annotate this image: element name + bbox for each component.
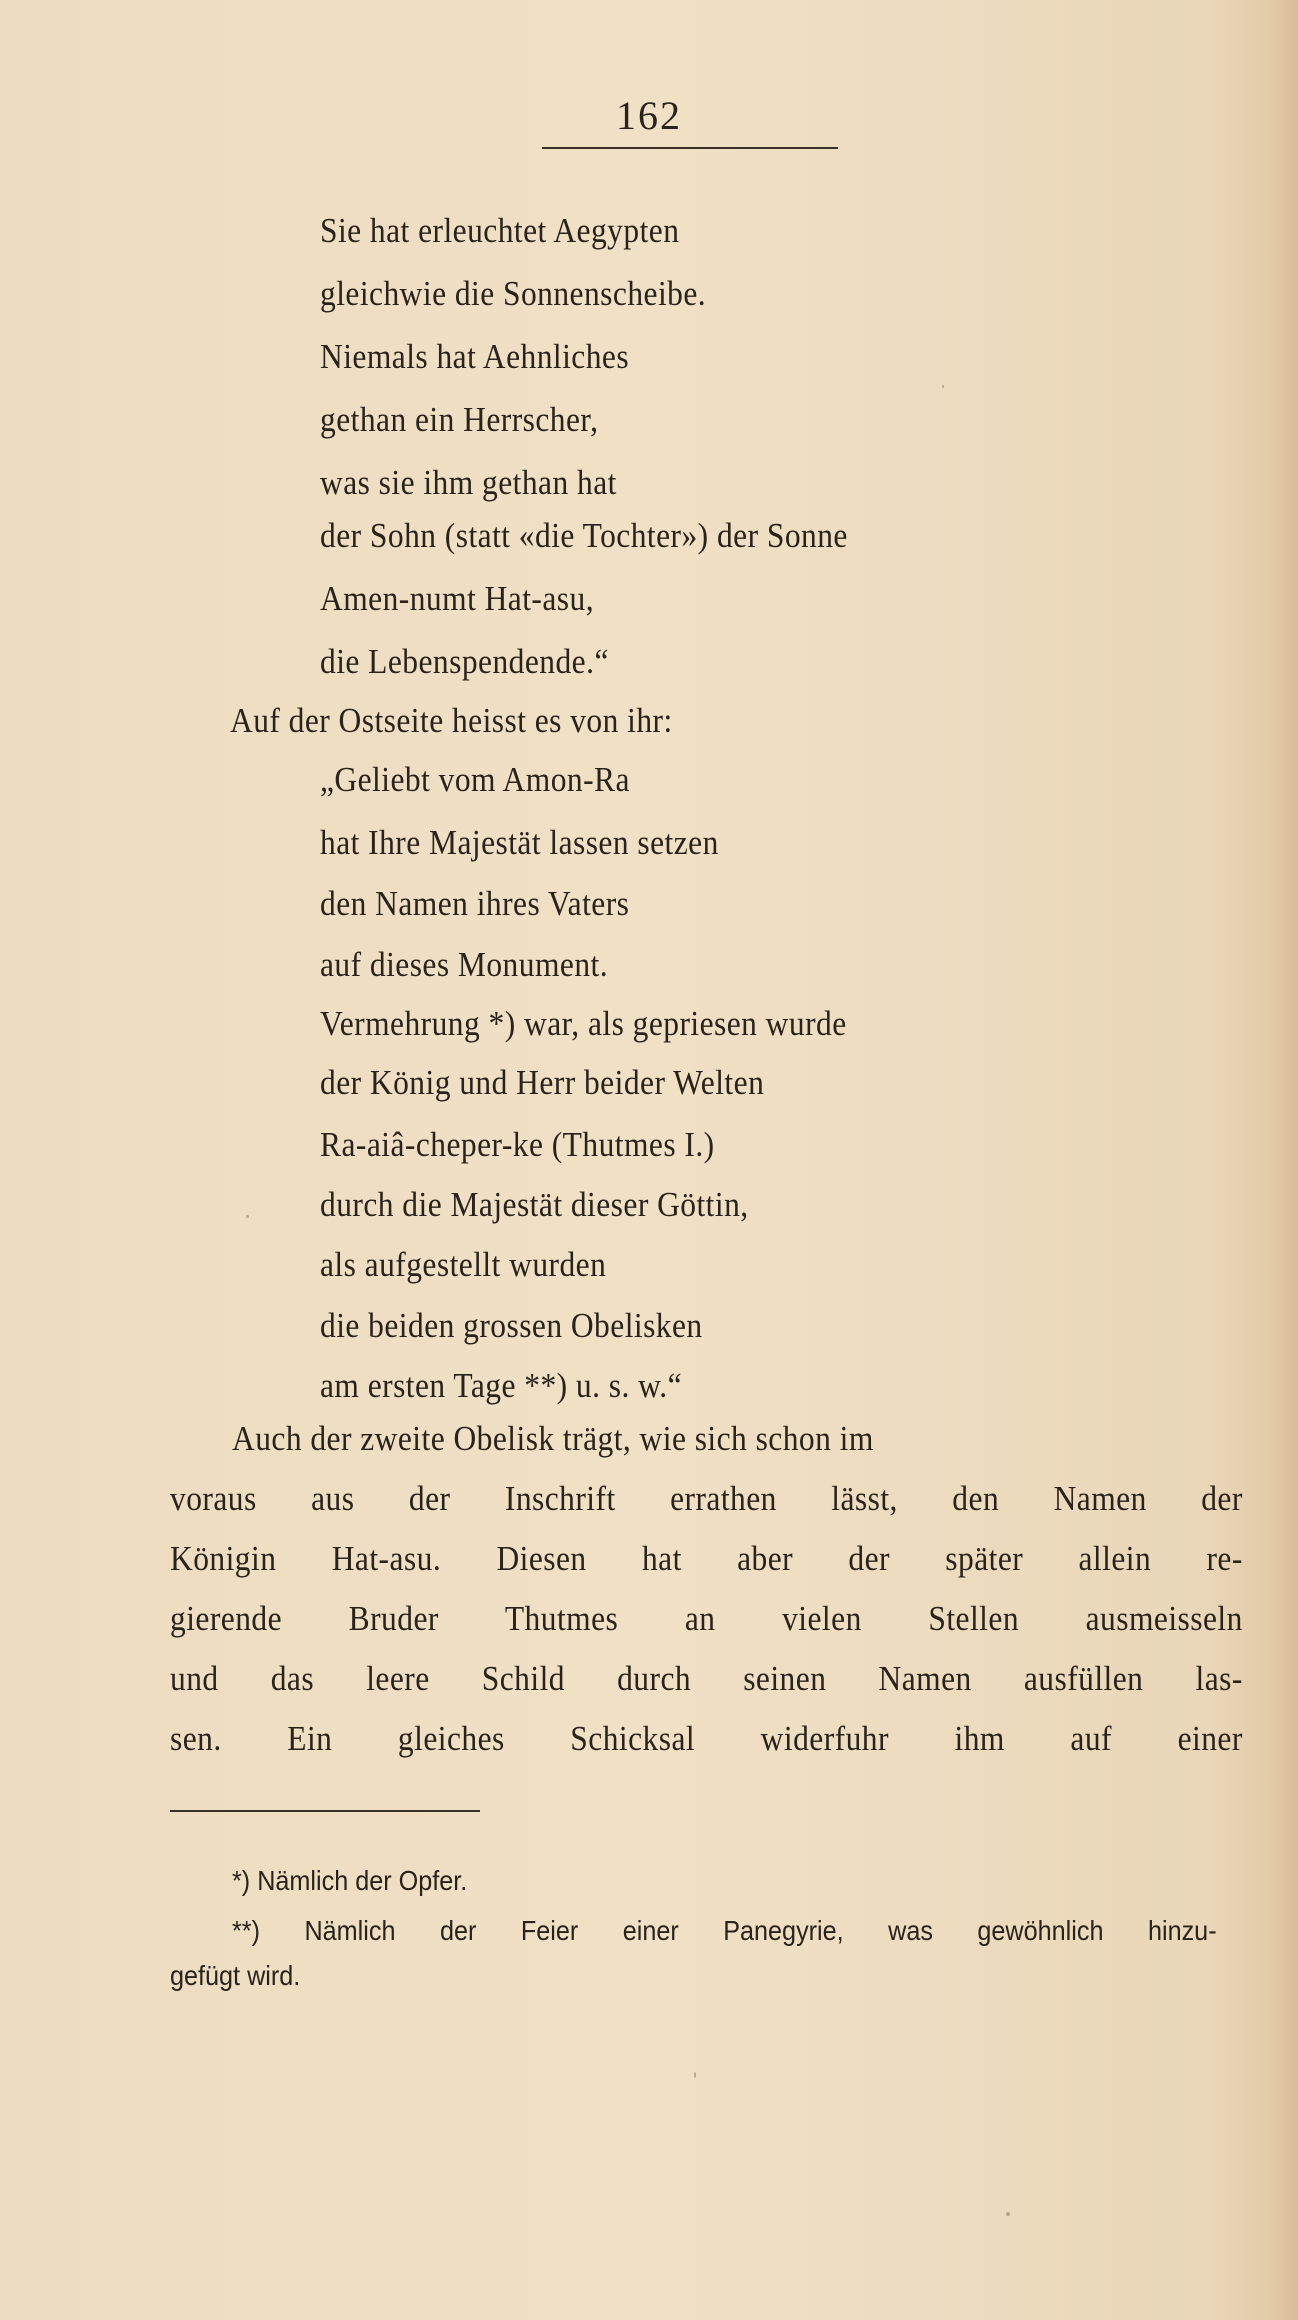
text-line: hat Ihre Majestät lassen setzen bbox=[320, 823, 719, 862]
paper-speck bbox=[694, 2072, 696, 2078]
text-line: Auf der Ostseite heisst es von ihr: bbox=[230, 701, 673, 740]
footnote-continuation: gefügt wird. bbox=[170, 1960, 301, 1991]
text-line: was sie ihm gethan hat bbox=[320, 463, 617, 502]
header-rule bbox=[542, 147, 838, 149]
text-line: „Geliebt vom Amon-Ra bbox=[320, 760, 630, 799]
text-line: durch die Majestät dieser Göttin, bbox=[320, 1185, 749, 1224]
paragraph-line: gierende Bruder Thutmes an vielen Stellen ausmeisseln bbox=[170, 1599, 1243, 1638]
text-line: die Lebenspendende.“ bbox=[320, 642, 609, 681]
paragraph-line: sen. Ein gleiches Schicksal widerfuhr ihm auf einer bbox=[170, 1719, 1243, 1758]
text-line: gleichwie die Sonnenscheibe. bbox=[320, 274, 707, 313]
text-line: Amen-numt Hat-asu, bbox=[320, 579, 595, 618]
paper-speck bbox=[942, 385, 944, 388]
text-line: auf dieses Monument. bbox=[320, 945, 609, 984]
footnote: **) Nämlich der Feier einer Panegyrie, was gewöhnlich hinzu- bbox=[232, 1915, 1217, 1946]
paragraph-line: Königin Hat-asu. Diesen hat aber der später allein re- bbox=[170, 1539, 1243, 1578]
paragraph-line: und das leere Schild durch seinen Namen ausfüllen las- bbox=[170, 1659, 1243, 1698]
text-line: die beiden grossen Obelisken bbox=[320, 1306, 703, 1345]
paragraph-line: voraus aus der Inschrift errathen lässt, den Namen der bbox=[170, 1479, 1243, 1518]
text-line: gethan ein Herrscher, bbox=[320, 400, 599, 439]
text-line: am ersten Tage **) u. s. w.“ bbox=[320, 1366, 683, 1405]
text-line: der König und Herr beider Welten bbox=[320, 1063, 765, 1102]
paragraph-line: Auch der zweite Obelisk trägt, wie sich schon im bbox=[232, 1419, 874, 1458]
footnote: *) Nämlich der Opfer. bbox=[232, 1865, 468, 1896]
paper-speck bbox=[1006, 2212, 1010, 2216]
text-line: den Namen ihres Vaters bbox=[320, 884, 630, 923]
text-line: als aufgestellt wurden bbox=[320, 1245, 607, 1284]
footnote-rule bbox=[170, 1810, 480, 1812]
text-line: Ra-aiâ-cheper-ke (Thutmes I.) bbox=[320, 1125, 715, 1164]
text-line: Niemals hat Aehnliches bbox=[320, 337, 630, 376]
page-number: 162 bbox=[616, 93, 682, 138]
paper-speck bbox=[246, 1215, 249, 1218]
text-line: Sie hat erleuchtet Aegypten bbox=[320, 211, 680, 250]
text-line: der Sohn (statt «die Tochter») der Sonne bbox=[320, 516, 848, 555]
text-line: Vermehrung *) war, als gepriesen wurde bbox=[320, 1004, 847, 1043]
